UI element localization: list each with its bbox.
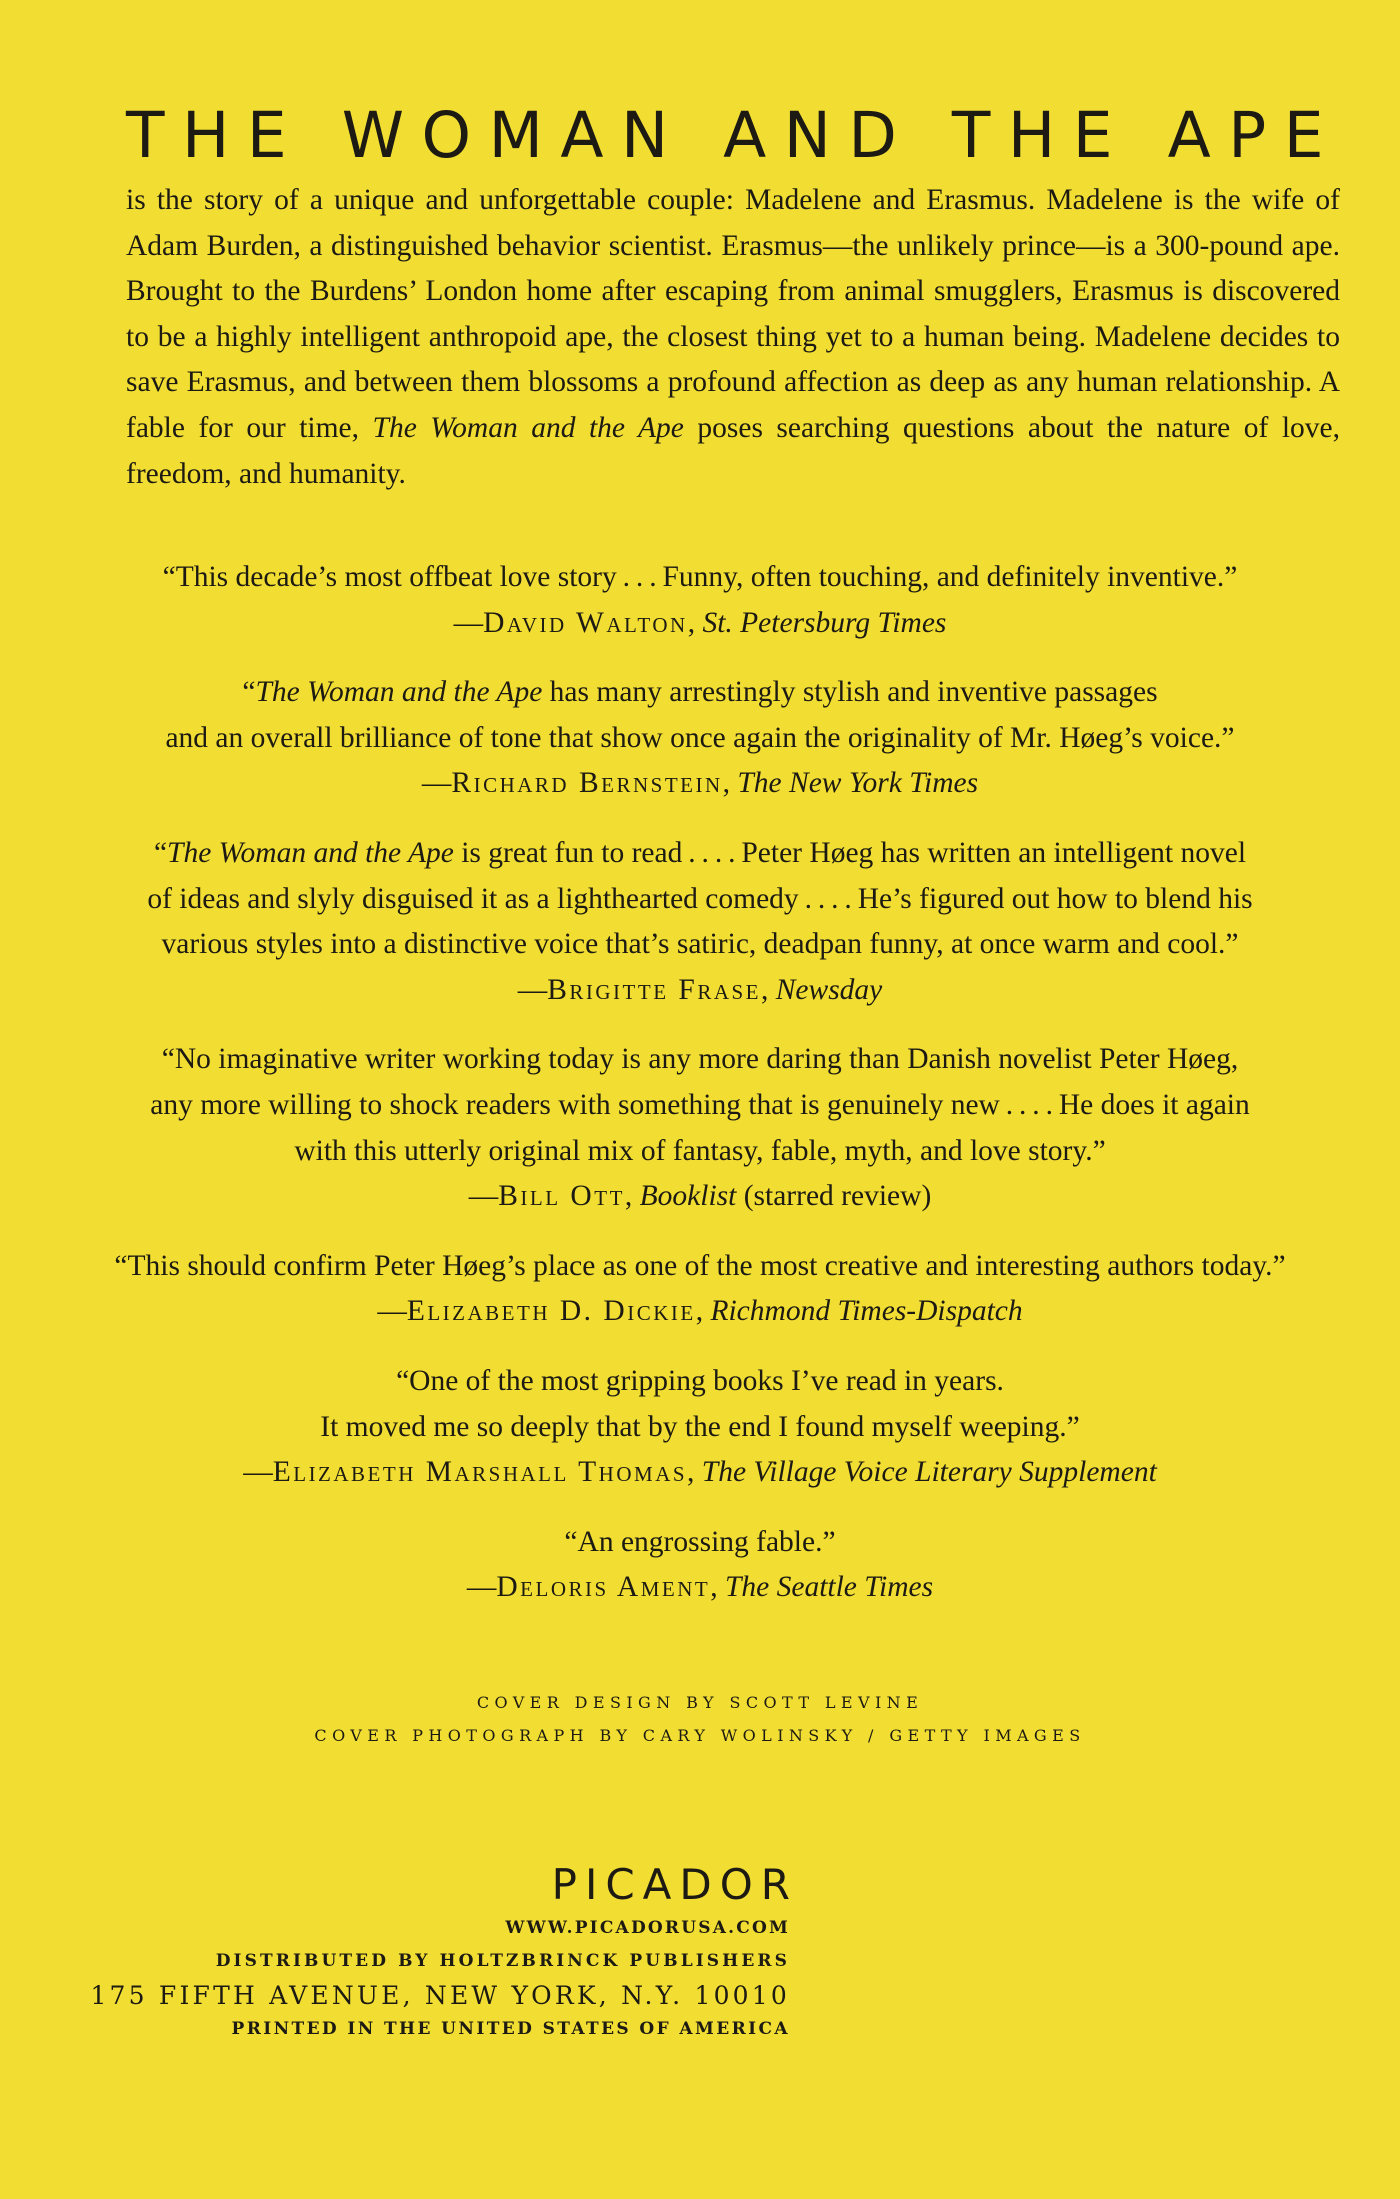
publisher-url: WWW.PICADORUSA.COM — [505, 1918, 790, 1938]
review-quote-text: various styles into a distinctive voice that’s satiric, deadpan funny, at once warm and cool.” — [161, 928, 1239, 961]
review-attribution — [60, 1450, 1340, 1496]
review-quote-line — [60, 555, 1340, 601]
publication-name: St. Petersburg Times — [702, 606, 947, 639]
publication-name: The Village Voice Literary Supplement — [701, 1456, 1157, 1489]
description-text: is the story of a unique and unforgettable couple: Madelene and Erasmus. Madelene is the wife of Adam Burden, a distinguished behavior scientist. Erasmus—the unlikely prince—is a 300-pound ape. Brought to the Burdens’ London home after escaping from animal smugglers, Erasmus is discovered to be a highly intelligent anthropoid ape, the closest thing yet to a human being. Madelene decides to save Erasmus, and between them blossoms a profound affection as deep as any human relationship. A fable for our time, — [126, 184, 1340, 444]
publication-name: Newsday — [775, 973, 883, 1006]
attribution-dash: — — [421, 767, 452, 800]
attribution-separator: , — [687, 1456, 702, 1489]
review-quote-text: has many arrestingly stylish and inventive passages — [542, 676, 1158, 709]
review-attribution — [60, 761, 1340, 807]
distributor-line: DISTRIBUTED BY HOLTZBRINCK PUBLISHERS — [215, 1951, 790, 1971]
reviewer-name: Richard Bernstein — [451, 767, 723, 800]
review-quote — [60, 1359, 1340, 1450]
attribution-separator: , — [761, 973, 776, 1006]
reviewer-name: Elizabeth Marshall Thomas — [272, 1456, 688, 1489]
review-quote — [60, 1520, 1340, 1566]
review-item — [60, 1037, 1340, 1219]
cover-credits — [0, 1686, 1400, 1752]
reviewer-name: Bill Ott — [498, 1180, 625, 1213]
cover-photo-credit: COVER PHOTOGRAPH BY CARY WOLINSKY / GETTY IMAGES — [314, 1726, 1086, 1745]
reviewer-name: Elizabeth D. Dickie — [406, 1295, 696, 1328]
publisher-address: 175 FIFTH AVENUE, NEW YORK, N.Y. 10010 — [90, 1981, 790, 2010]
review-quote — [60, 555, 1340, 601]
attribution-separator: , — [624, 1180, 640, 1213]
publication-name: The Seattle Times — [724, 1571, 934, 1604]
attribution-dash: — — [517, 973, 548, 1006]
review-quote-line — [60, 877, 1340, 923]
attribution-dash: — — [243, 1456, 273, 1489]
review-attribution — [60, 1289, 1340, 1335]
review-quote-text: “One of the most gripping books I’ve read in years. — [396, 1364, 1004, 1397]
book-title: THE WOMAN AND THE APE — [126, 99, 1342, 172]
review-quote — [60, 670, 1340, 761]
review-quote-line — [60, 831, 1340, 877]
review-list — [60, 555, 1340, 1635]
book-description — [126, 178, 1340, 497]
review-quote-text: of ideas and slyly disguised it as a lighthearted comedy . . . . He’s figured out how to blend his — [147, 882, 1253, 915]
review-quote — [60, 831, 1340, 968]
review-quote-line — [60, 1405, 1340, 1451]
review-item — [60, 555, 1340, 646]
review-quote — [60, 1244, 1340, 1290]
review-quote-line — [60, 1359, 1340, 1405]
publication-name: Booklist — [639, 1180, 737, 1213]
cover-design-credit: COVER DESIGN BY SCOTT LEVINE — [476, 1693, 924, 1712]
review-quote-line — [60, 1129, 1340, 1175]
attribution-dash: — — [466, 1571, 497, 1604]
attribution-separator: , — [710, 1571, 725, 1604]
review-quote-text: It moved me so deeply that by the end I found myself weeping.” — [320, 1410, 1080, 1443]
review-item — [60, 670, 1340, 807]
review-quote-line — [60, 1520, 1340, 1566]
review-quote-line — [60, 670, 1340, 716]
review-attribution — [60, 1174, 1340, 1220]
attribution-note: (starred review) — [736, 1180, 932, 1213]
review-quote-line — [60, 716, 1340, 762]
review-quote-text: “No imaginative writer working today is any more daring than Danish novelist Peter Høeg, — [161, 1043, 1239, 1076]
review-quote-title: The Woman and the Ape — [255, 676, 543, 709]
reviewer-name: David Walton — [483, 606, 688, 639]
description-title-italic: The Woman and the Ape — [372, 411, 684, 444]
attribution-dash: — — [377, 1295, 407, 1328]
review-quote-text: is great fun to read . . . . Peter Høeg has written an intelligent novel — [453, 836, 1247, 869]
description-text-end: poses searching questions about the nature of love, freedom, and humanity. — [126, 411, 1340, 490]
publisher-block — [90, 1858, 798, 2044]
attribution-separator: , — [687, 606, 703, 639]
review-quote-text: “This should confirm Peter Høeg’s place as one of the most creative and interesting authors today.” — [114, 1249, 1286, 1282]
publisher-logo: PICADOR — [551, 1860, 798, 1909]
review-quote-text: and an overall brilliance of tone that show once again the originality of Mr. Høeg’s voice.” — [165, 721, 1235, 754]
review-quote-title: The Woman and the Ape — [167, 836, 454, 869]
reviewer-name: Deloris Ament — [496, 1571, 711, 1604]
review-attribution — [60, 1565, 1340, 1611]
review-item — [60, 831, 1340, 1013]
review-item — [60, 1359, 1340, 1496]
publication-name: The New York Times — [737, 767, 979, 800]
review-quote-text: any more willing to shock readers with something that is genuinely new . . . . He does it again — [150, 1088, 1250, 1121]
review-attribution — [60, 601, 1340, 647]
review-quote-text: “ — [153, 836, 168, 869]
review-item — [60, 1520, 1340, 1611]
printed-in-line: PRINTED IN THE UNITED STATES OF AMERICA — [231, 2019, 790, 2039]
attribution-separator: , — [695, 1295, 711, 1328]
review-quote-text: with this utterly original mix of fantasy, fable, myth, and love story.” — [294, 1134, 1106, 1167]
review-quote-line — [60, 1037, 1340, 1083]
review-quote-text: “ — [242, 676, 256, 709]
review-attribution — [60, 968, 1340, 1014]
publication-name: Richmond Times-Dispatch — [710, 1295, 1023, 1328]
review-quote-text: “An engrossing fable.” — [564, 1525, 836, 1558]
attribution-dash: — — [468, 1180, 499, 1213]
review-item — [60, 1244, 1340, 1335]
review-quote-text: “This decade’s most offbeat love story . . . Funny, often touching, and definitely inventive.” — [162, 561, 1238, 593]
attribution-dash: — — [453, 606, 484, 639]
review-quote-line — [60, 922, 1340, 968]
review-quote-line — [60, 1244, 1340, 1290]
reviewer-name: Brigitte Frase — [547, 973, 761, 1006]
review-quote — [60, 1037, 1340, 1174]
attribution-separator: , — [722, 767, 738, 800]
review-quote-line — [60, 1083, 1340, 1129]
